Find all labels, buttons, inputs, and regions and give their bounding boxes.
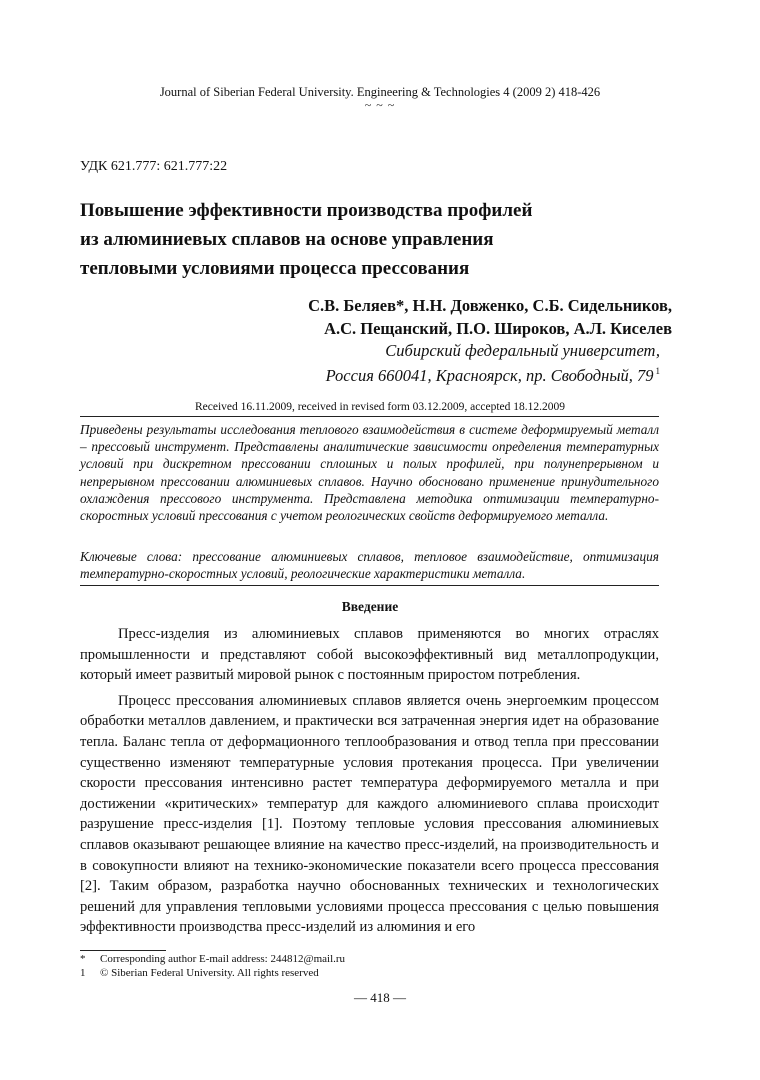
paragraph: Пресс-изделия из алюминиевых сплавов применяются во многих отраслях промышленности и представляют собой высокоэффективный вид металлопродукции, который имеет развитый мировой рынок с постоянным приростом потребления. bbox=[80, 626, 659, 684]
footnote-text: Corresponding author E-mail address: 244812@mail.ru bbox=[100, 953, 346, 965]
title-line: Повышение эффективности производства профилей bbox=[80, 200, 533, 221]
footnotes bbox=[80, 953, 345, 980]
footnote-mark: * bbox=[80, 953, 86, 965]
footnote-mark: 1 bbox=[80, 966, 86, 979]
footnote bbox=[80, 953, 345, 967]
paragraph: Процесс прессования алюминиевых сплавов является очень энергоемким процессом обработки металлов давлением, и практически вся затраченная энергия идет на образование тепла. Баланс тепла от деформационного теплообразования и отвод тепла при прессовании существенно изменяют температурные условия протекания процесса. При увеличении скорости прессования интенсивно растет температура деформируемого металла и при достижении «критических» температур для каждого алюминиевого сплава происходит разрушение пресс-изделия [1]. Поэтому тепловые условия прессования алюминиевых сплавов оказывают решающее влияние на качество пресс-изделий, на производительность и в совокупности влияют на технико-экономические показатели всего процесса прессования [2]. Таким образом, разработка научно обоснованных технических и технологических решений для управления тепловыми условиями процесса прессования с целью повышения эффективности производства пресс-изделий из алюминия и его bbox=[80, 692, 659, 936]
keywords: Ключевые слова: прессование алюминиевых сплавов, тепловое взаимодействие, оптимизация температурно-скоростных условий, реологические характеристики металла. bbox=[80, 549, 659, 582]
received-dates: Received 16.11.2009, received in revised form 03.12.2009, accepted 18.12.2009 bbox=[194, 401, 566, 413]
authors bbox=[308, 294, 672, 340]
journal-header: Journal of Siberian Federal University. Engineering & Technologies 4 (2009 2) 418-426 bbox=[159, 85, 601, 99]
affiliation-line: Сибирский федеральный университет, bbox=[385, 341, 660, 360]
footnote bbox=[80, 967, 345, 981]
title-line: тепловыми условиями процесса прессования bbox=[80, 258, 470, 279]
abstract-bottom-rule bbox=[80, 585, 659, 586]
affiliation bbox=[326, 340, 660, 386]
page-number: — 418 — bbox=[354, 990, 406, 1005]
header-ornament: ~ ~ ~ bbox=[364, 98, 396, 112]
authors-line: А.С. Пещанский, П.О. Широков, А.Л. Киселев bbox=[324, 319, 672, 338]
abstract: Приведены результаты исследования теплового взаимодействия в системе деформируемый металл – прессовый инструмент. Представлены аналитические зависимости определения температурных условий при дискретном прессовании сплошных и полых профилей, при полунепрерывном и непрерывном прессовании алюминиевых сплавов. Научно обосновано применение принудительного охлаждения прессового инструмента. Представлена методика оптимизации температурно-скоростных условий прессования с учетом реологических свойств деформируемого металла. bbox=[80, 422, 659, 524]
body-text bbox=[80, 624, 659, 943]
footnote-text: © Siberian Federal University. All rights reserved bbox=[100, 966, 319, 979]
affiliation-address bbox=[326, 361, 660, 386]
affiliation-footnote-mark: 1 bbox=[655, 366, 660, 376]
abstract-top-rule bbox=[80, 416, 659, 417]
article-title bbox=[80, 196, 680, 283]
footnote-rule bbox=[80, 950, 166, 951]
affiliation-line: Россия 660041, Красноярск, пр. Свободный, 79 bbox=[325, 366, 654, 385]
authors-line: С.В. Беляев*, Н.Н. Довженко, С.Б. Сидельников, bbox=[308, 296, 672, 315]
section-title: Введение bbox=[341, 599, 399, 614]
title-line: из алюминиевых сплавов на основе управления bbox=[80, 229, 494, 250]
udc-code: УДК 621.777: 621.777:22 bbox=[80, 159, 228, 174]
